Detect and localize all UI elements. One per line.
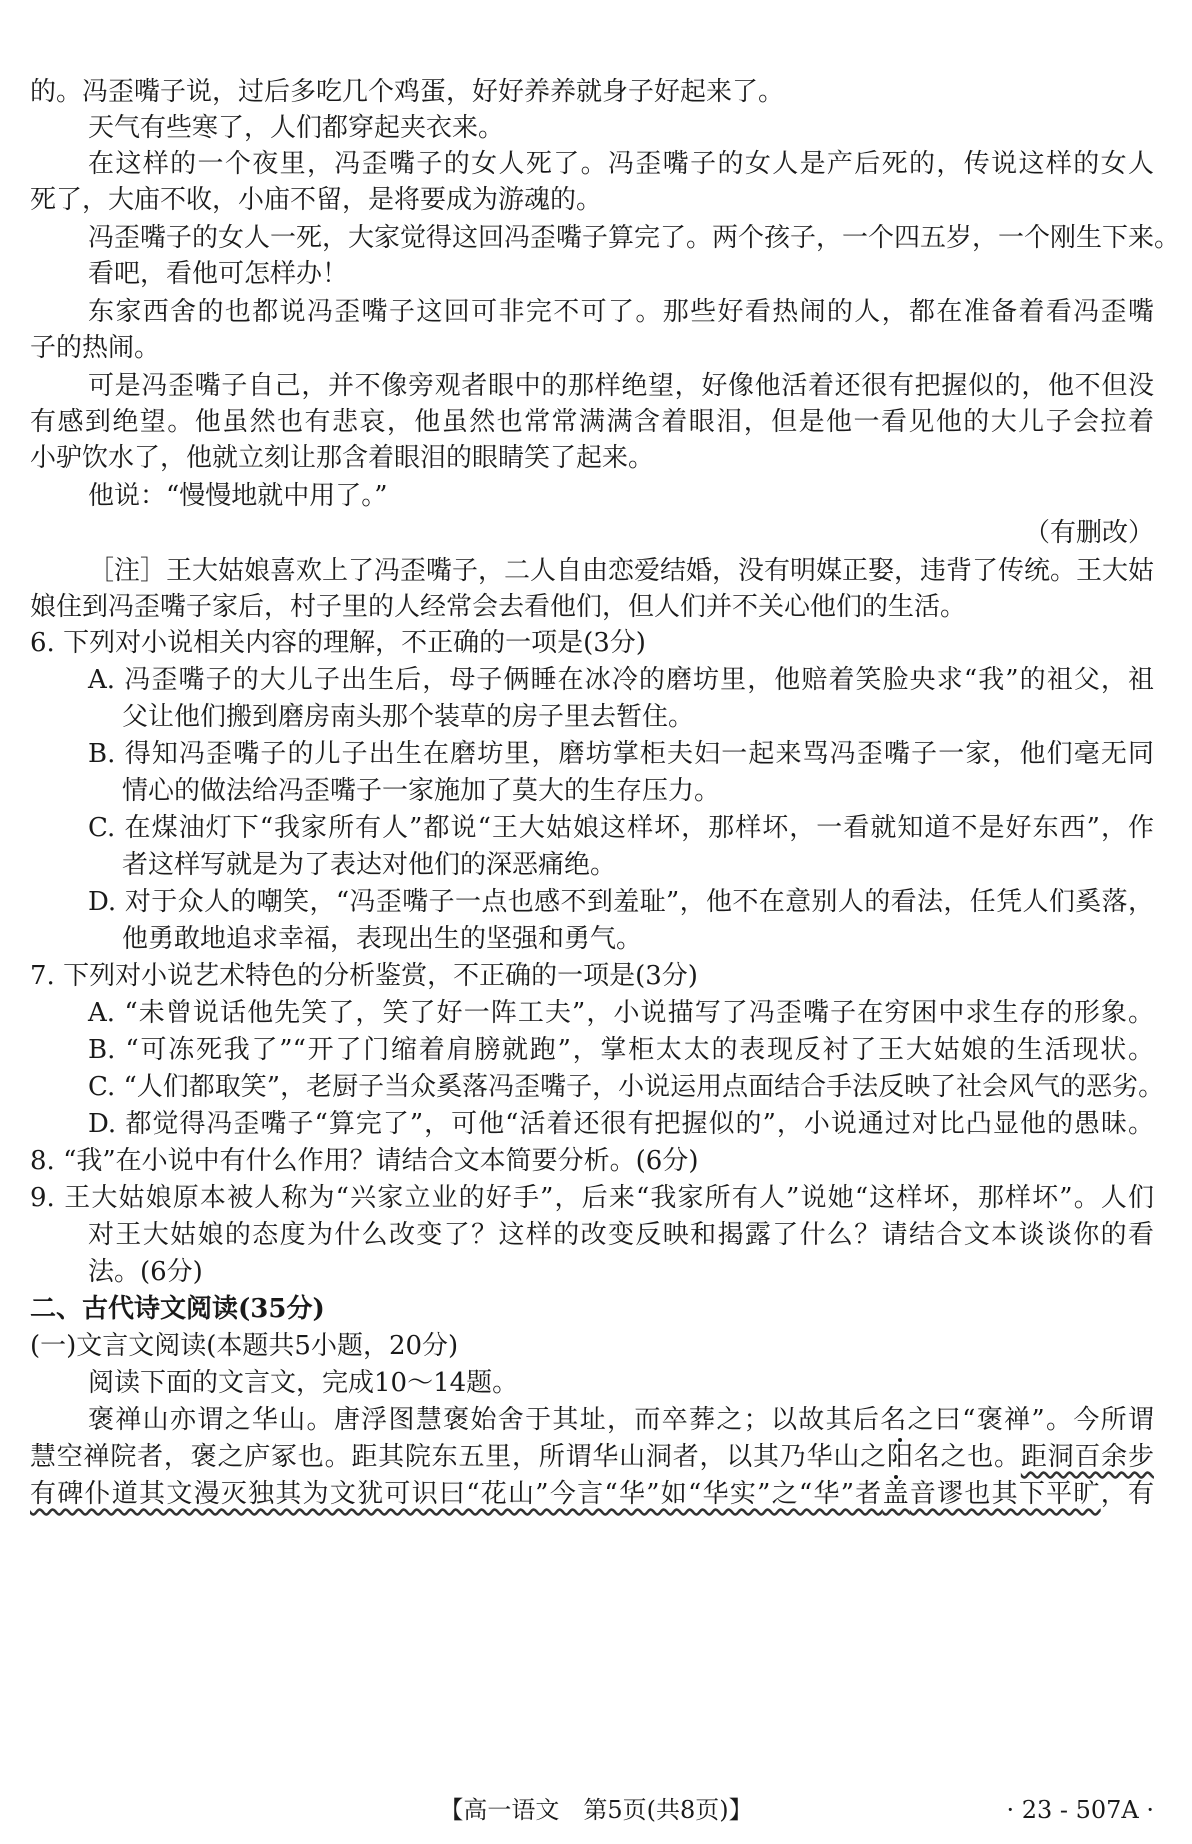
q7-option-c: C. “人们都取笑”，老厨子当众奚落冯歪嘴子，小说运用点面结合手法反映了社会风气的恶劣。 — [88, 1072, 1165, 1102]
section-2-instruction: 阅读下面的文言文，完成10～14题。 — [88, 1368, 519, 1398]
q7-option-a: A. “未曾说话他先笑了，笑了好一阵工夫”，小说描写了冯歪嘴子在穷困中求生存的形象。 — [88, 998, 1154, 1028]
story-line: 小驴饮水了，他就立刻让那含着眼泪的眼睛笑了起来。 — [30, 443, 655, 473]
page-footer — [0, 1790, 1192, 1830]
annotation-line: ［注］王大姑娘喜欢上了冯歪嘴子，二人自由恋爱结婚，没有明媒正娶，违背了传统。王大姑 — [88, 556, 1155, 586]
story-line: 东家西舍的也都说冯歪嘴子这回可非完不可了。那些好看热闹的人，都在准备着看冯歪嘴 — [88, 297, 1154, 327]
passage-text: 名之也。 — [913, 1442, 1021, 1472]
passage-text: ，有 — [1100, 1479, 1154, 1509]
question-9-line: 9. 王大姑娘原本被人称为“兴家立业的好手”，后来“我家所有人”说她“这样坏，那样坏”。人们 — [30, 1183, 1154, 1213]
story-line: 的。冯歪嘴子说，过后多吃几个鸡蛋，好好养养就身子好起来了。 — [30, 77, 785, 107]
story-line: 可是冯歪嘴子自己，并不像旁观者眼中的那样绝望，好像他活着还很有把握似的，他不但没 — [88, 371, 1154, 401]
emphasis-dot-char: 盖 — [882, 1479, 910, 1509]
story-line: 在这样的一个夜里，冯歪嘴子的女人死了。冯歪嘴子的女人是产后死的，传说这样的女人 — [88, 149, 1154, 179]
wavy-underlined-text: 距洞百余步 — [1020, 1442, 1154, 1472]
emphasis-dot-char: 阳 — [886, 1442, 914, 1472]
question-7-stem: 7. 下列对小说艺术特色的分析鉴赏，不正确的一项是(3分) — [30, 961, 698, 991]
passage-text: 慧空禅院者，褒之庐冢也。距其院东五里，所谓华山洞者，以其乃华山之 — [30, 1442, 887, 1472]
story-line: 天气有些寒了，人们都穿起夹衣来。 — [88, 113, 505, 143]
wavy-underlined-text: 有碑仆道其文漫灭独其为文犹可识曰“花山”今言“华”如“华实”之“华”者 — [30, 1479, 883, 1509]
footer-exam-code: · 23 - 507A · — [1006, 1796, 1154, 1824]
q6-option-b: B. 得知冯歪嘴子的儿子出生在磨坊里，磨坊掌柜夫妇一起来骂冯歪嘴子一家，他们毫无同 — [88, 739, 1154, 769]
story-line: 死了，大庙不收，小庙不留，是将要成为游魂的。 — [30, 185, 603, 215]
question-9-line: 对王大姑娘的态度为什么改变了？这样的改变反映和揭露了什么？请结合文本谈谈你的看 — [88, 1220, 1154, 1250]
q6-option-d-cont: 他勇敢地追求幸福，表现出生的坚强和勇气。 — [122, 924, 643, 954]
story-line: 冯歪嘴子的女人一死，大家觉得这回冯歪嘴子算完了。两个孩子，一个四五岁，一个刚生下来。 — [88, 223, 1181, 253]
source-note: （有删改） — [1023, 518, 1154, 548]
q6-option-d: D. 对于众人的嘲笑，“冯歪嘴子一点也感不到羞耻”，他不在意别人的看法，任凭人们奚落， — [88, 887, 1154, 917]
story-line: 子的热闹。 — [30, 333, 161, 363]
annotation-line: 娘住到冯歪嘴子家后，村子里的人经常会去看他们，但人们并不关心他们的生活。 — [30, 592, 967, 622]
question-8: 8. “我”在小说中有什么作用？请结合文本简要分析。(6分) — [30, 1146, 699, 1176]
question-9-line: 法。(6分) — [88, 1257, 203, 1287]
passage-line — [30, 1474, 1154, 1514]
q6-option-c-cont: 者这样写就是为了表达对他们的深恶痛绝。 — [122, 850, 617, 880]
story-line: 他说：“慢慢地就中用了。” — [88, 481, 388, 511]
q7-option-d: D. 都觉得冯歪嘴子“算完了”，可他“活着还很有把握似的”，小说通过对比凸显他的愚昧。 — [88, 1109, 1154, 1139]
story-line: 有感到绝望。他虽然也有悲哀，他虽然也常常满满含着眼泪，但是他一看见他的大儿子会拉着 — [30, 407, 1154, 437]
footer-page-info: 【高一语文 第5页(共8页)】 — [439, 1796, 753, 1824]
passage-line — [30, 1437, 1154, 1477]
wavy-underlined-text: 音谬也其下平旷 — [909, 1479, 1101, 1509]
question-6-stem: 6. 下列对小说相关内容的理解，不正确的一项是(3分) — [30, 628, 646, 658]
q7-option-b: B. “可冻死我了”“开了门缩着肩膀就跑”，掌柜太太的表现反衬了王大姑娘的生活现状。 — [88, 1035, 1154, 1065]
q6-option-c: C. 在煤油灯下“我家所有人”都说“王大姑娘这样坏，那样坏，一看就知道不是好东西”，作 — [88, 813, 1154, 843]
q6-option-a: A. 冯歪嘴子的大儿子出生后，母子俩睡在冰冷的磨坊里，他赔着笑脸央求“我”的祖父，祖 — [88, 665, 1154, 695]
passage-line: 褒禅山亦谓之华山。唐浮图慧褒始舍于其址，而卒葬之；以故其后名之曰“褒禅”。今所谓 — [88, 1405, 1154, 1435]
section-2-subheading: (一)文言文阅读(本题共5小题，20分) — [30, 1331, 459, 1361]
q6-option-a-cont: 父让他们搬到磨房南头那个装草的房子里去暂住。 — [122, 702, 695, 732]
section-2-heading: 二、古代诗文阅读(35分) — [30, 1294, 325, 1324]
story-line: 看吧，看他可怎样办！ — [88, 259, 349, 289]
q6-option-b-cont: 情心的做法给冯歪嘴子一家施加了莫大的生存压力。 — [122, 776, 721, 806]
